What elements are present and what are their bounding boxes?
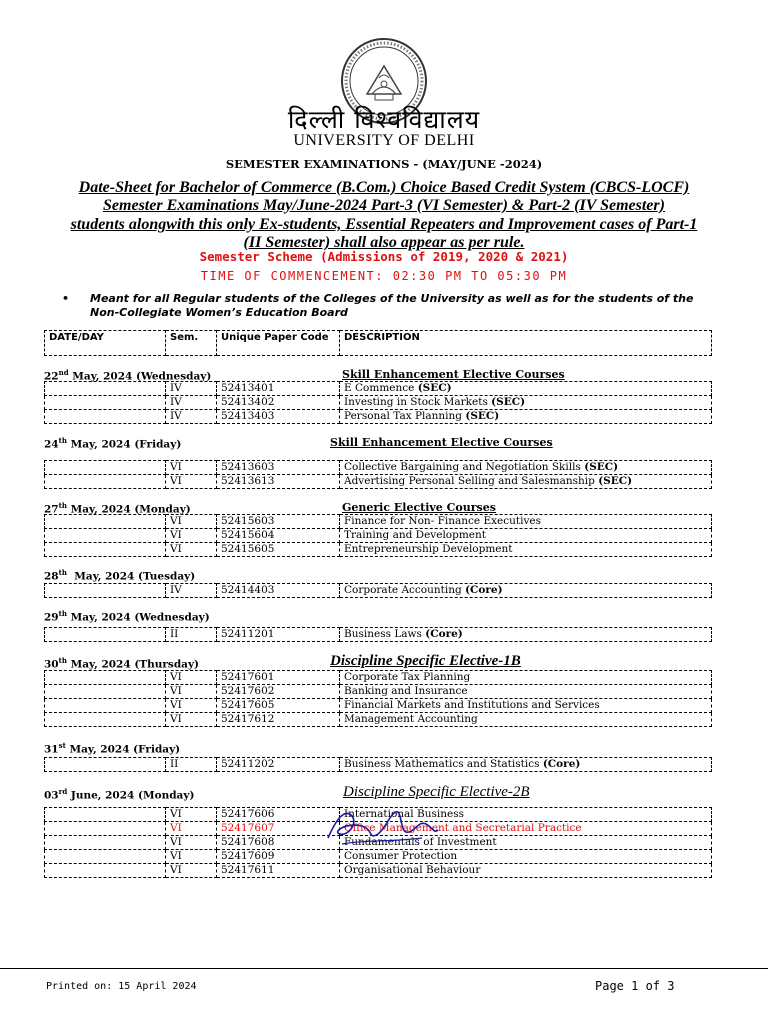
date-cell (45, 671, 166, 685)
course-title: Financial Markets and Institutions and Services (344, 699, 600, 711)
exam-date-label (44, 609, 210, 624)
date-cell (45, 584, 166, 598)
paper-code-cell: 52417605 (217, 699, 340, 713)
course-title: Corporate Tax Planning (344, 671, 471, 683)
paper-code-cell: 52417602 (217, 685, 340, 699)
date-cell (45, 515, 166, 529)
date-rest: May, 2024 (Thursday) (66, 658, 200, 671)
course-title: Consumer Protection (344, 850, 458, 862)
description-cell (340, 758, 712, 772)
table-row (45, 850, 712, 864)
table-row (45, 628, 712, 642)
course-category: Skill Enhancement Elective Courses (342, 368, 565, 381)
table-row (45, 382, 712, 396)
exam-table (44, 583, 712, 598)
header-semester: Sem. (166, 331, 217, 356)
semester-cell: VI (166, 671, 217, 685)
exam-date-label (44, 787, 194, 802)
paper-code-cell: 52415603 (217, 515, 340, 529)
description-cell (340, 699, 712, 713)
date-suffix: th (58, 656, 67, 665)
course-title: Entrepreneurship Development (344, 543, 513, 555)
date-cell (45, 822, 166, 836)
header-description: DESCRIPTION (340, 331, 712, 356)
semester-cell: VI (166, 685, 217, 699)
datesheet-title-line-3: students alongwith this only Ex-students, Essential Repeaters and Improvement cases of Part-1 (70, 216, 698, 233)
date-day: 31 (44, 743, 59, 756)
semester-cell: VI (166, 713, 217, 727)
course-title: Business Mathematics and Statistics (344, 758, 543, 770)
semester-cell: II (166, 758, 217, 772)
semester-cell: VI (166, 850, 217, 864)
paper-code-cell: 52415604 (217, 529, 340, 543)
paper-code-cell: 52417608 (217, 836, 340, 850)
date-cell (45, 685, 166, 699)
table-row (45, 671, 712, 685)
datesheet-header-table (44, 330, 712, 356)
date-rest: May, 2024 (Friday) (66, 438, 182, 451)
course-type-tag: (Core) (465, 584, 503, 596)
date-suffix: th (58, 568, 67, 577)
table-row (45, 758, 712, 772)
course-type-tag: (SEC) (491, 396, 526, 408)
semester-cell: IV (166, 584, 217, 598)
date-rest: May, 2024 (Wednesday) (68, 370, 212, 383)
exam-table (44, 757, 712, 772)
semester-cell: IV (166, 396, 217, 410)
date-rest: May, 2024 (Monday) (66, 503, 191, 516)
semester-cell: VI (166, 864, 217, 878)
date-day: 29 (44, 611, 59, 624)
date-cell (45, 808, 166, 822)
description-cell (340, 713, 712, 727)
eligibility-note (62, 292, 718, 320)
date-suffix: st (58, 741, 66, 750)
page-number: Page 1 of 3 (595, 979, 675, 993)
date-suffix: rd (58, 787, 68, 796)
datesheet-title-line-1: Date-Sheet for Bachelor of Commerce (B.Com.) Choice Based Credit System (CBCS-LOCF) (78, 179, 690, 196)
description-cell (340, 864, 712, 878)
bullet-icon: • (62, 292, 70, 305)
description-cell (340, 461, 712, 475)
exam-date-label (44, 741, 180, 756)
description-cell (340, 382, 712, 396)
paper-code-cell: 52413603 (217, 461, 340, 475)
description-cell (340, 515, 712, 529)
semester-cell: VI (166, 475, 217, 489)
date-cell (45, 529, 166, 543)
semester-scheme: Semester Scheme (Admissions of 2019, 2020 & 2021) (199, 249, 569, 264)
semester-cell: IV (166, 382, 217, 396)
date-cell (45, 699, 166, 713)
date-suffix: nd (58, 368, 69, 377)
header-paper-code: Unique Paper Code (217, 331, 340, 356)
table-row (45, 685, 712, 699)
course-category: Generic Elective Courses (342, 501, 496, 514)
semester-cell: VI (166, 543, 217, 557)
course-type-tag: (SEC) (417, 382, 452, 394)
course-title: Collective Bargaining and Negotiation Skills (344, 461, 585, 473)
paper-code-cell: 52413402 (217, 396, 340, 410)
date-day: 28 (44, 570, 59, 583)
semester-cell: VI (166, 836, 217, 850)
date-cell (45, 475, 166, 489)
date-suffix: th (58, 609, 67, 618)
exam-table (44, 670, 712, 727)
exam-table (44, 514, 712, 557)
semester-cell: IV (166, 410, 217, 424)
exam-table (44, 460, 712, 489)
date-cell (45, 836, 166, 850)
table-row (45, 864, 712, 878)
course-title: Finance for Non- Finance Executives (344, 515, 541, 527)
datesheet-title-line-2: Semester Examinations May/June-2024 Part-3 (VI Semester) & Part-2 (IV Semester) (103, 197, 665, 214)
header-date-day: DATE/DAY (45, 331, 166, 356)
table-row (45, 543, 712, 557)
date-rest: May, 2024 (Wednesday) (66, 611, 210, 624)
description-cell (340, 584, 712, 598)
eligibility-note-text: Meant for all Regular students of the Colleges of the University as well as for the students of the Non-Collegiate Women’s Education Board (90, 292, 694, 319)
exam-table (44, 627, 712, 642)
date-cell (45, 461, 166, 475)
description-cell (340, 396, 712, 410)
date-cell (45, 758, 166, 772)
date-suffix: th (58, 436, 67, 445)
description-cell (340, 628, 712, 642)
course-type-tag: (SEC) (584, 461, 619, 473)
date-cell (45, 713, 166, 727)
table-row (45, 515, 712, 529)
course-title: Corporate Accounting (344, 584, 466, 596)
table-row (45, 699, 712, 713)
date-cell (45, 543, 166, 557)
semester-cell: VI (166, 808, 217, 822)
description-cell (340, 475, 712, 489)
paper-code-cell: 52411201 (217, 628, 340, 642)
course-title: Investing in Stock Markets (344, 396, 492, 408)
paper-code-cell: 52417601 (217, 671, 340, 685)
date-suffix: th (58, 501, 67, 510)
exam-table (44, 381, 712, 424)
paper-code-cell: 52415605 (217, 543, 340, 557)
table-row (45, 396, 712, 410)
course-title: Banking and Insurance (344, 685, 468, 697)
paper-code-cell: 52417607 (217, 822, 340, 836)
course-title: Organisational Behaviour (344, 864, 481, 876)
semester-cell: VI (166, 515, 217, 529)
date-cell (45, 410, 166, 424)
course-category: Discipline Specific Elective-1B (330, 653, 521, 669)
date-day: 03 (44, 789, 59, 802)
time-of-commencement: TIME OF COMMENCEMENT: 02:30 PM TO 05:30 PM (200, 269, 568, 283)
table-row (45, 461, 712, 475)
paper-code-cell: 52413401 (217, 382, 340, 396)
date-rest: May, 2024 (Tuesday) (66, 570, 196, 583)
signature-mark (322, 800, 442, 850)
course-title: Personal Tax Planning (344, 410, 466, 422)
university-hindi-title: दिल्ली विश्वविद्यालय (287, 105, 481, 134)
course-category: Skill Enhancement Elective Courses (330, 436, 553, 449)
course-type-tag: (Core) (425, 628, 463, 640)
course-title: Management Accounting (344, 713, 478, 725)
paper-code-cell: 52413613 (217, 475, 340, 489)
description-cell (340, 685, 712, 699)
date-cell (45, 850, 166, 864)
university-english-title: UNIVERSITY OF DELHI (293, 132, 475, 149)
paper-code-cell: 52417609 (217, 850, 340, 864)
semester-cell: VI (166, 461, 217, 475)
date-rest: May, 2024 (Friday) (65, 743, 181, 756)
exam-date-label (44, 436, 181, 451)
date-rest: June, 2024 (Monday) (67, 789, 195, 802)
description-cell (340, 543, 712, 557)
date-cell (45, 864, 166, 878)
paper-code-cell: 52417611 (217, 864, 340, 878)
table-header-row (45, 331, 712, 356)
description-cell (340, 529, 712, 543)
course-title: Advertising Personal Selling and Salesmanship (344, 475, 599, 487)
date-day: 24 (44, 438, 59, 451)
course-title: Office Management and Secretarial Practice (344, 822, 582, 834)
paper-code-cell: 52417612 (217, 713, 340, 727)
semester-cell: II (166, 628, 217, 642)
table-row (45, 410, 712, 424)
semester-cell: VI (166, 699, 217, 713)
description-cell (340, 671, 712, 685)
date-day: 27 (44, 503, 59, 516)
semester-cell: VI (166, 822, 217, 836)
table-row (45, 529, 712, 543)
paper-code-cell: 52413403 (217, 410, 340, 424)
course-category: Discipline Specific Elective-2B (343, 784, 530, 800)
date-cell (45, 628, 166, 642)
course-type-tag: (SEC) (465, 410, 500, 422)
course-title: Fundamentals of Investment (344, 836, 497, 848)
course-title: Training and Development (344, 529, 486, 541)
table-row (45, 475, 712, 489)
date-day: 22 (44, 370, 59, 383)
date-day: 30 (44, 658, 59, 671)
table-row (45, 584, 712, 598)
semester-cell: VI (166, 529, 217, 543)
course-type-tag: (SEC) (598, 475, 633, 487)
exam-heading: SEMESTER EXAMINATIONS - (MAY/JUNE -2024) (225, 157, 543, 171)
date-cell (45, 382, 166, 396)
paper-code-cell: 52414403 (217, 584, 340, 598)
paper-code-cell: 52417606 (217, 808, 340, 822)
exam-date-label (44, 656, 199, 671)
description-cell (340, 850, 712, 864)
course-title: Business Laws (344, 628, 426, 640)
course-title: E Commence (344, 382, 418, 394)
footer-divider (0, 968, 768, 969)
description-cell (340, 410, 712, 424)
course-type-tag: (Core) (542, 758, 581, 770)
paper-code-cell: 52411202 (217, 758, 340, 772)
course-title: International Business (344, 808, 464, 820)
printed-date: Printed on: 15 April 2024 (46, 981, 197, 992)
exam-date-label (44, 568, 195, 583)
datesheet-title-line-4: (II Semester) shall also appear as per rule. (243, 234, 525, 251)
date-cell (45, 396, 166, 410)
table-row (45, 713, 712, 727)
